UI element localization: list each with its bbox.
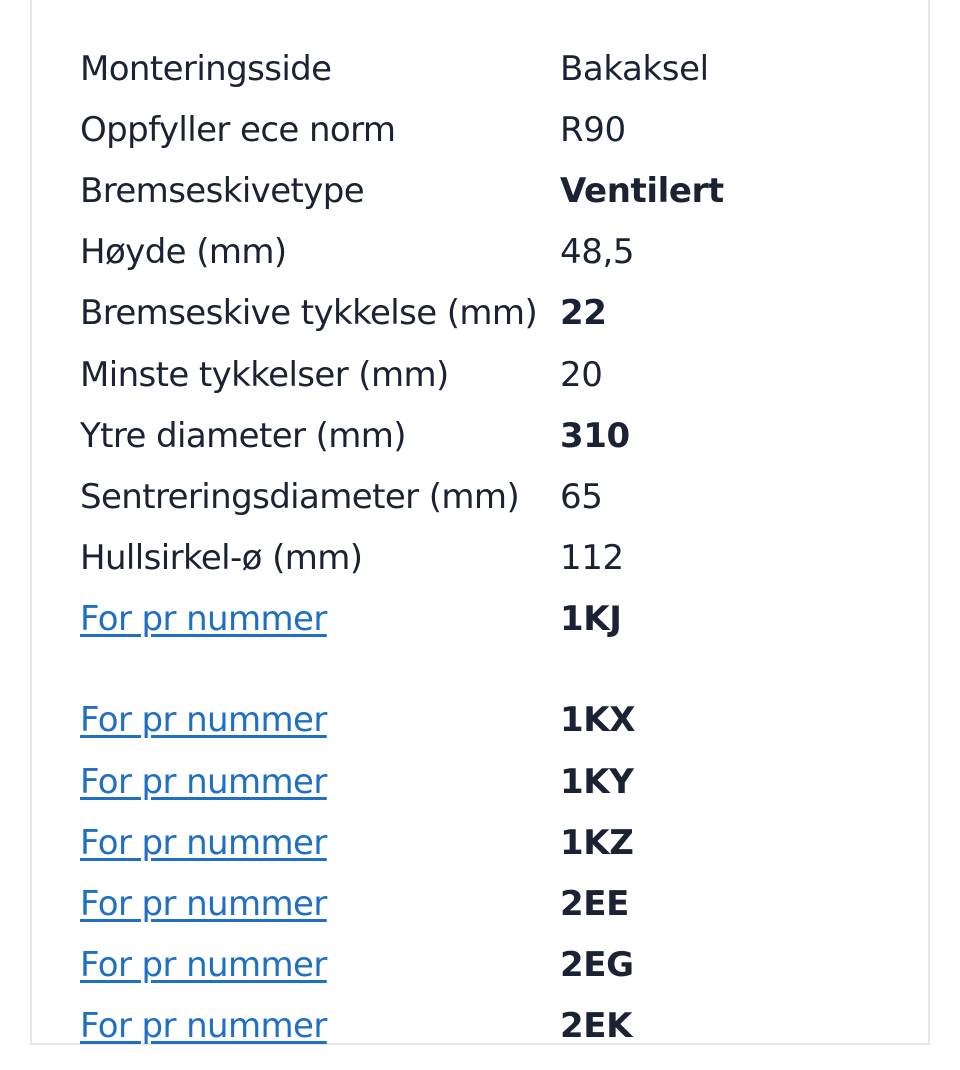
spec-value: R90 [560,109,626,150]
spec-row-ece-norm [80,99,920,160]
spec-row-hullsirkel [80,528,920,589]
spec-label: Bremseskive tykkelse (mm) [80,293,538,334]
spacer [80,650,920,690]
pr-number-link[interactable]: For pr nummer [80,1006,327,1047]
spec-table [80,38,920,1057]
spec-label: Ytre diameter (mm) [80,415,406,456]
pr-number-value: 1KY [560,761,634,802]
pr-number-row [80,690,920,751]
spec-value: 22 [560,293,607,334]
pr-number-row [80,996,920,1057]
spec-row-bremseskivetype [80,160,920,221]
pr-number-link[interactable]: For pr nummer [80,761,327,802]
pr-number-link[interactable]: For pr nummer [80,945,327,986]
spec-row-ytre-diameter [80,405,920,466]
pr-number-row [80,589,920,650]
pr-number-value: 2EG [560,945,634,986]
spec-value: 112 [560,538,624,579]
spec-value: 48,5 [560,232,635,273]
spec-value: 20 [560,354,603,395]
spec-label: Monteringsside [80,48,332,89]
spec-row-monteringsside [80,38,920,99]
spec-label: Sentreringsdiameter (mm) [80,476,520,517]
pr-number-row [80,873,920,934]
pr-number-value: 1KX [560,700,636,741]
spec-row-tykkelse [80,283,920,344]
pr-number-row [80,751,920,812]
spec-label: Oppfyller ece norm [80,109,396,150]
spec-label: Minste tykkelser (mm) [80,354,449,395]
spec-row-sentreringsdiameter [80,466,920,527]
spec-value: 65 [560,476,603,517]
spec-row-minste-tykkelser [80,344,920,405]
pr-number-link[interactable]: For pr nummer [80,599,327,640]
pr-number-value: 2EE [560,884,629,925]
spec-value: Bakaksel [560,48,709,89]
spec-value: Ventilert [560,170,724,211]
pr-number-value: 1KZ [560,822,634,863]
spec-label: Høyde (mm) [80,232,287,273]
pr-number-link[interactable]: For pr nummer [80,884,327,925]
pr-number-row [80,812,920,873]
pr-number-link[interactable]: For pr nummer [80,822,327,863]
pr-number-value: 1KJ [560,599,622,640]
spec-row-hoyde [80,222,920,283]
pr-number-value: 2EK [560,1006,633,1047]
spec-value: 310 [560,415,630,456]
pr-number-link[interactable]: For pr nummer [80,700,327,741]
spec-label: Bremseskivetype [80,170,365,211]
spec-label: Hullsirkel-ø (mm) [80,538,363,579]
pr-number-row [80,935,920,996]
